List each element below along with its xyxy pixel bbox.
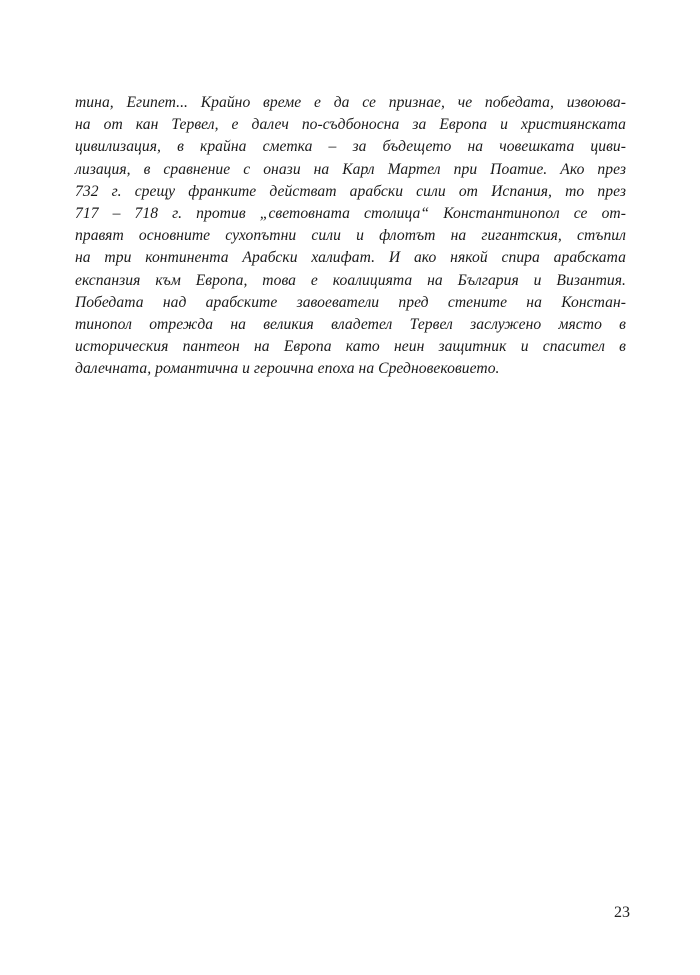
paragraph-line: правят основните сухопътни сили и флотът на гигантския, стъпил (75, 227, 626, 245)
paragraph-line: 717 – 718 г. против „световната столица“ Константинопол се от- (75, 204, 626, 222)
paragraph-line: тина, Египет... Крайно време е да се признае, че победата, извоюва- (75, 94, 626, 111)
paragraph-line: на от кан Тервел, е далеч по-съдбоносна за Европа и християнската (75, 116, 626, 134)
paragraph-line: лизация, в сравнение с онази на Карл Мартел при Поатие. Ако през (75, 160, 626, 178)
body-paragraph (75, 92, 626, 380)
paragraph-line: експанзия към Европа, това е коалицията на България и Византия. (75, 271, 626, 289)
paragraph-line: Победата над арабските завоеватели пред стените на Констан- (75, 293, 626, 311)
paragraph-line: тинопол отрежда на великия владетел Тервел заслужено място в (75, 315, 626, 333)
paragraph-line: историческия пантеон на Европа като неин защитник и спасител в (75, 338, 626, 356)
paragraph-line: на три континента Арабски халифат. И ако някой спира арабската (75, 249, 626, 267)
page-number: 23 (614, 904, 630, 921)
paragraph-line: 732 г. срещу франките действат арабски сили от Испания, то през (75, 182, 626, 200)
paragraph-line: цивилизация, в крайна сметка – за бъдещето на човешката циви- (75, 138, 626, 156)
paragraph-line: далечната, романтична и героична епоха на Средновековието. (75, 360, 500, 378)
